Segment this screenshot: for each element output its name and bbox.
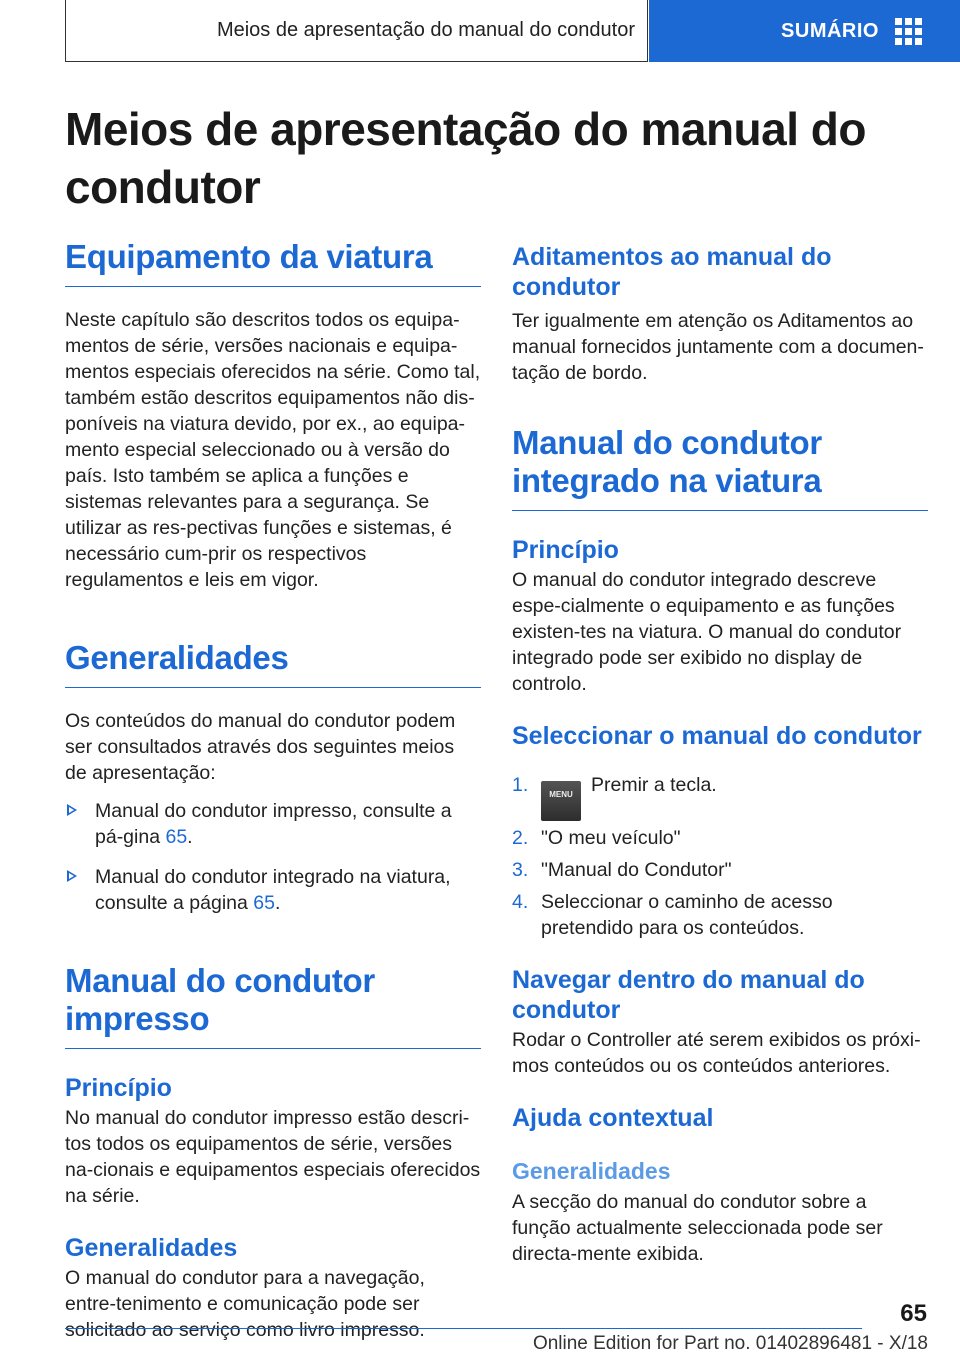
list-item-tail: . <box>187 826 193 848</box>
paragraph-equipamento: Neste capítulo são descritos todos os equipa-mentos de série, versões nacionais e equipa-mentos especiais oferecidos na série. Como tal, também estão descritos equipamentos não dis-poníveis na viatura devido, por ex., ao equipa-mento especial seleccionado ou à versão do país. Isto também se aplica a funções e sistemas relevantes para a segurança. Se utilizar as res-pectivas funções e sistemas, é necessário cum-prir os respectivos regulamentos e leis em vigor. <box>65 309 481 591</box>
subheading-ajuda-contextual: Ajuda contextual <box>512 1104 714 1132</box>
list-item <box>65 798 481 850</box>
step-text: Seleccionar o caminho de acesso pretendido para os conteúdos. <box>541 891 833 939</box>
menu-key-icon: MENU <box>541 781 581 821</box>
left-column <box>65 238 481 1343</box>
subheading-principio: Princípio <box>65 1074 172 1102</box>
list-item-text: Manual do condutor impresso, consulte a pá-gina <box>95 800 452 848</box>
list-item-text: Manual do condutor integrado na viatura, consulte a página <box>95 866 451 914</box>
step-item <box>512 825 928 851</box>
step-text: "Manual do Condutor" <box>541 859 732 881</box>
running-header <box>65 0 648 62</box>
paragraph-generalidades: Os conteúdos do manual do condutor podem ser consultados através dos seguintes meios de apresentação: <box>65 710 456 784</box>
grid-menu-icon <box>895 18 922 45</box>
step-number: 4. <box>512 891 529 913</box>
subheading-principio-integrado: Princípio <box>512 536 619 564</box>
step-number: 1. <box>512 774 529 796</box>
summary-label: SUMÁRIO <box>781 19 879 42</box>
subheading-seleccionar: Seleccionar o manual do condutor <box>512 722 922 750</box>
media-list <box>65 798 481 916</box>
summary-button[interactable] <box>649 0 960 62</box>
page-number: 65 <box>900 1300 927 1327</box>
heading-generalidades: Generalidades <box>65 639 481 688</box>
paragraph-aditamentos: Ter igualmente em atenção os Aditamentos ao manual fornecidos juntamente com a documen-tação de bordo. <box>512 310 924 384</box>
edition-note: Online Edition for Part no. 01402896481 - X/18 <box>532 1333 928 1354</box>
page-link[interactable]: 65 <box>253 892 275 914</box>
paragraph-principio: No manual do condutor impresso estão descri-tos todos os equipamentos de série, versões na-cionais e equipamentos especiais oferecidos na série. <box>65 1107 481 1207</box>
steps-list <box>512 765 928 941</box>
step-text: Premir a tecla. <box>591 774 717 796</box>
paragraph-navegar: Rodar o Controller até serem exibidos os próxi-mos conteúdos ou os conteúdos anteriores. <box>512 1029 921 1077</box>
paragraph-ajuda: A secção do manual do condutor sobre a função actualmente seleccionada pode ser directa-mente exibida. <box>512 1191 883 1265</box>
footer-divider <box>65 1328 862 1329</box>
step-item <box>512 857 928 883</box>
list-item <box>65 864 481 916</box>
paragraph-impresso-generalidades: O manual do condutor para a navegação, entre-tenimento e comunicação pode ser solicitado ao serviço como livro impresso. <box>65 1267 425 1341</box>
list-item-tail: . <box>275 892 281 914</box>
running-header-title: Meios de apresentação do manual do condutor <box>216 19 635 41</box>
heading-manual-integrado: Manual do condutor integrado na viatura <box>512 424 928 511</box>
step-text: "O meu veículo" <box>541 827 681 849</box>
page-title: Meios de apresentação do manual do condutor <box>65 103 866 213</box>
heading-manual-impresso: Manual do condutor impresso <box>65 962 481 1049</box>
subheading-generalidades: Generalidades <box>65 1234 238 1262</box>
subheading-aditamentos: Aditamentos ao manual do condutor <box>512 243 832 301</box>
triangle-bullet-icon <box>67 870 77 882</box>
heading-equipamento: Equipamento da viatura <box>65 238 481 287</box>
right-column <box>512 238 928 1267</box>
page-link[interactable]: 65 <box>165 826 188 848</box>
step-item <box>512 765 928 821</box>
step-number: 3. <box>512 859 529 881</box>
step-number: 2. <box>512 827 529 849</box>
minor-heading-generalidades: Generalidades <box>512 1158 671 1184</box>
step-item <box>512 889 928 941</box>
triangle-bullet-icon <box>67 804 77 816</box>
subheading-navegar: Navegar dentro do manual do condutor <box>512 966 865 1024</box>
paragraph-principio-integrado: O manual do condutor integrado descreve espe-cialmente o equipamento e as funções existen-tes na viatura. O manual do condutor integrado pode ser exibido no display de controlo. <box>512 569 902 695</box>
